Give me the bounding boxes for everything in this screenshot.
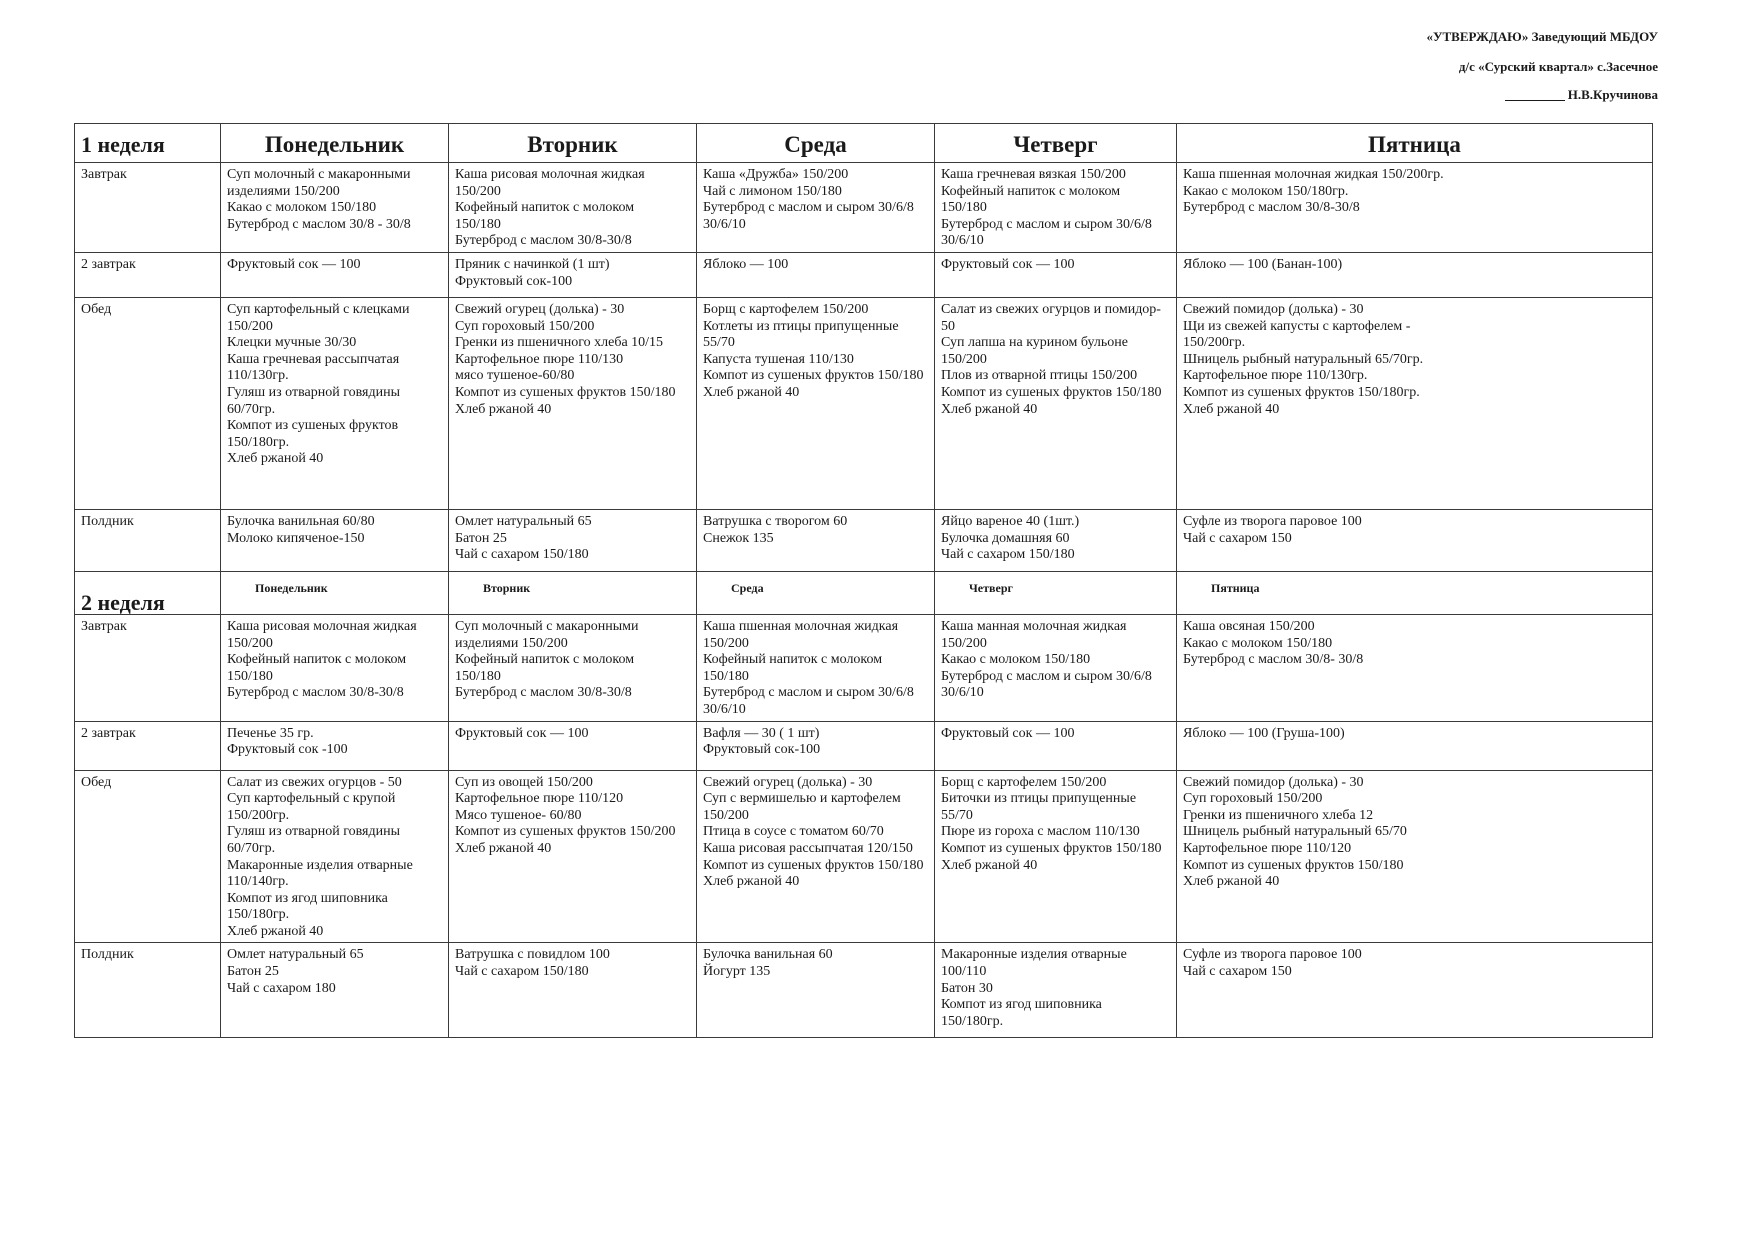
week2-row-breakfast [75, 614, 1653, 721]
menu-cell: Свежий огурец (долька) - 30 Суп с вермишелью и картофелем 150/200 Птица в соусе с томатом 60/70 Каша рисовая рассыпчатая 120/150 Компот из сушеных фруктов 150/180 Хлеб ржаной 40 [697, 770, 935, 943]
menu-cell: Пряник с начинкой (1 шт) Фруктовый сок-100 [449, 252, 697, 297]
week2-day-tuesday: Вторник [449, 571, 697, 614]
meal-label: 2 завтрак [75, 252, 221, 297]
week1-header-row [75, 124, 1653, 163]
menu-cell: Фруктовый сок — 100 [449, 721, 697, 770]
week2-row-lunch [75, 770, 1653, 943]
menu-cell: Каша пшенная молочная жидкая 150/200гр. Какао с молоком 150/180гр. Бутерброд с маслом 30/8-30/8 [1177, 163, 1653, 253]
meal-label: 2 завтрак [75, 721, 221, 770]
approval-line-2: д/с «Сурский квартал» с.Засечное [1458, 59, 1658, 74]
week1-row-afternoon-snack [75, 509, 1653, 571]
approval-stamp [1426, 30, 1658, 101]
menu-cell: Суп из овощей 150/200 Картофельное пюре 110/120 Мясо тушеное- 60/80 Компот из сушеных фруктов 150/200 Хлеб ржаной 40 [449, 770, 697, 943]
meal-label: Обед [75, 770, 221, 943]
week2-header-row [75, 571, 1653, 614]
menu-cell: Фруктовый сок — 100 [935, 721, 1177, 770]
menu-cell: Суп молочный с макаронными изделиями 150/200 Какао с молоком 150/180 Бутерброд с маслом 30/8 - 30/8 [221, 163, 449, 253]
menu-cell: Яблоко — 100 [697, 252, 935, 297]
menu-cell: Ватрушка с повидлом 100 Чай с сахаром 150/180 [449, 943, 697, 1038]
approval-signatory: Н.В.Кручинова [1567, 87, 1658, 102]
menu-cell: Омлет натуральный 65 Батон 25 Чай с сахаром 180 [221, 943, 449, 1038]
menu-cell: Каша рисовая молочная жидкая 150/200 Кофейный напиток с молоком 150/180 Бутерброд с маслом 30/8-30/8 [221, 614, 449, 721]
week1-day-thursday: Четверг [935, 124, 1177, 163]
week2-row-afternoon-snack [75, 943, 1653, 1038]
menu-cell: Каша гречневая вязкая 150/200 Кофейный напиток с молоком 150/180 Бутерброд с маслом и сыром 30/6/8 30/6/10 [935, 163, 1177, 253]
menu-cell: Фруктовый сок — 100 [221, 252, 449, 297]
menu-table [74, 123, 1653, 1038]
week1-row-breakfast [75, 163, 1653, 253]
approval-line-1: «УТВЕРЖДАЮ» Заведующий МБДОУ [1426, 29, 1658, 44]
menu-cell: Омлет натуральный 65 Батон 25 Чай с сахаром 150/180 [449, 509, 697, 571]
menu-cell: Макаронные изделия отварные 100/110 Батон 30 Компот из ягод шиповника 150/180гр. [935, 943, 1177, 1038]
menu-cell: Яблоко — 100 (Банан-100) [1177, 252, 1653, 297]
menu-cell: Каша манная молочная жидкая 150/200 Какао с молоком 150/180 Бутерброд с маслом и сыром 30/6/8 30/6/10 [935, 614, 1177, 721]
week2-label: 2 неделя [75, 571, 221, 614]
week2-day-friday: Пятница [1177, 571, 1653, 614]
week1-row-second-breakfast [75, 252, 1653, 297]
week2-day-monday: Понедельник [221, 571, 449, 614]
menu-cell: Каша рисовая молочная жидкая 150/200 Кофейный напиток с молоком 150/180 Бутерброд с маслом 30/8-30/8 [449, 163, 697, 253]
menu-cell: Салат из свежих огурцов и помидор- 50 Суп лапша на курином бульоне 150/200 Плов из отварной птицы 150/200 Компот из сушеных фруктов 150/180 Хлеб ржаной 40 [935, 297, 1177, 509]
menu-cell: Свежий огурец (долька) - 30 Суп гороховый 150/200 Гренки из пшеничного хлеба 10/15 Картофельное пюре 110/130 мясо тушеное-60/80 Компот из сушеных фруктов 150/180 Хлеб ржаной 40 [449, 297, 697, 509]
menu-cell: Борщ с картофелем 150/200 Котлеты из птицы припущенные 55/70 Капуста тушеная 110/130 Компот из сушеных фруктов 150/180 Хлеб ржаной 40 [697, 297, 935, 509]
menu-cell: Свежий помидор (долька) - 30 Щи из свежей капусты с картофелем - 150/200гр. Шницель рыбный натуральный 65/70гр. Картофельное пюре 110/130гр. Компот из сушеных фруктов 150/180гр. Хлеб ржаной 40 [1177, 297, 1653, 509]
week1-row-lunch [75, 297, 1653, 509]
approval-signature-line [1426, 88, 1658, 101]
menu-cell: Борщ с картофелем 150/200 Биточки из птицы припущенные 55/70 Пюре из гороха с маслом 110/130 Компот из сушеных фруктов 150/180 Хлеб ржаной 40 [935, 770, 1177, 943]
menu-cell: Яйцо вареное 40 (1шт.) Булочка домашняя 60 Чай с сахаром 150/180 [935, 509, 1177, 571]
week1-day-monday: Понедельник [221, 124, 449, 163]
menu-cell: Каша «Дружба» 150/200 Чай с лимоном 150/180 Бутерброд с маслом и сыром 30/6/8 30/6/10 [697, 163, 935, 253]
menu-cell: Каша овсяная 150/200 Какао с молоком 150/180 Бутерброд с маслом 30/8- 30/8 [1177, 614, 1653, 721]
menu-cell: Яблоко — 100 (Груша-100) [1177, 721, 1653, 770]
week1-day-wednesday: Среда [697, 124, 935, 163]
week2-day-thursday: Четверг [935, 571, 1177, 614]
meal-label: Полдник [75, 943, 221, 1038]
menu-cell: Свежий помидор (долька) - 30 Суп гороховый 150/200 Гренки из пшеничного хлеба 12 Шницель рыбный натуральный 65/70 Картофельное пюре 110/120 Компот из сушеных фруктов 150/180 Хлеб ржаной 40 [1177, 770, 1653, 943]
menu-cell: Суфле из творога паровое 100 Чай с сахаром 150 [1177, 509, 1653, 571]
menu-cell: Суп картофельный с клецками 150/200 Клецки мучные 30/30 Каша гречневая рассыпчатая 110/130гр. Гуляш из отварной говядины 60/70гр. Компот из сушеных фруктов 150/180гр. Хлеб ржаной 40 [221, 297, 449, 509]
meal-label: Завтрак [75, 163, 221, 253]
week1-day-friday: Пятница [1177, 124, 1653, 163]
menu-cell: Фруктовый сок — 100 [935, 252, 1177, 297]
week1-day-tuesday: Вторник [449, 124, 697, 163]
menu-cell: Булочка ванильная 60/80 Молоко кипяченое-150 [221, 509, 449, 571]
menu-cell: Печенье 35 гр. Фруктовый сок -100 [221, 721, 449, 770]
menu-cell: Булочка ванильная 60 Йогурт 135 [697, 943, 935, 1038]
week2-row-second-breakfast [75, 721, 1653, 770]
menu-cell: Салат из свежих огурцов - 50 Суп картофельный с крупой 150/200гр. Гуляш из отварной говядины 60/70гр. Макаронные изделия отварные 110/140гр. Компот из ягод шиповника 150/180гр. Хлеб ржаной 40 [221, 770, 449, 943]
menu-cell: Вафля — 30 ( 1 шт) Фруктовый сок-100 [697, 721, 935, 770]
menu-cell: Каша пшенная молочная жидкая 150/200 Кофейный напиток с молоком 150/180 Бутерброд с маслом и сыром 30/6/8 30/6/10 [697, 614, 935, 721]
week2-day-wednesday: Среда [697, 571, 935, 614]
menu-cell: Суп молочный с макаронными изделиями 150/200 Кофейный напиток с молоком 150/180 Бутерброд с маслом 30/8-30/8 [449, 614, 697, 721]
menu-cell: Ватрушка с творогом 60 Снежок 135 [697, 509, 935, 571]
signature-blank [1505, 100, 1565, 101]
meal-label: Завтрак [75, 614, 221, 721]
week1-label: 1 неделя [75, 124, 221, 163]
meal-label: Обед [75, 297, 221, 509]
menu-cell: Суфле из творога паровое 100 Чай с сахаром 150 [1177, 943, 1653, 1038]
meal-label: Полдник [75, 509, 221, 571]
